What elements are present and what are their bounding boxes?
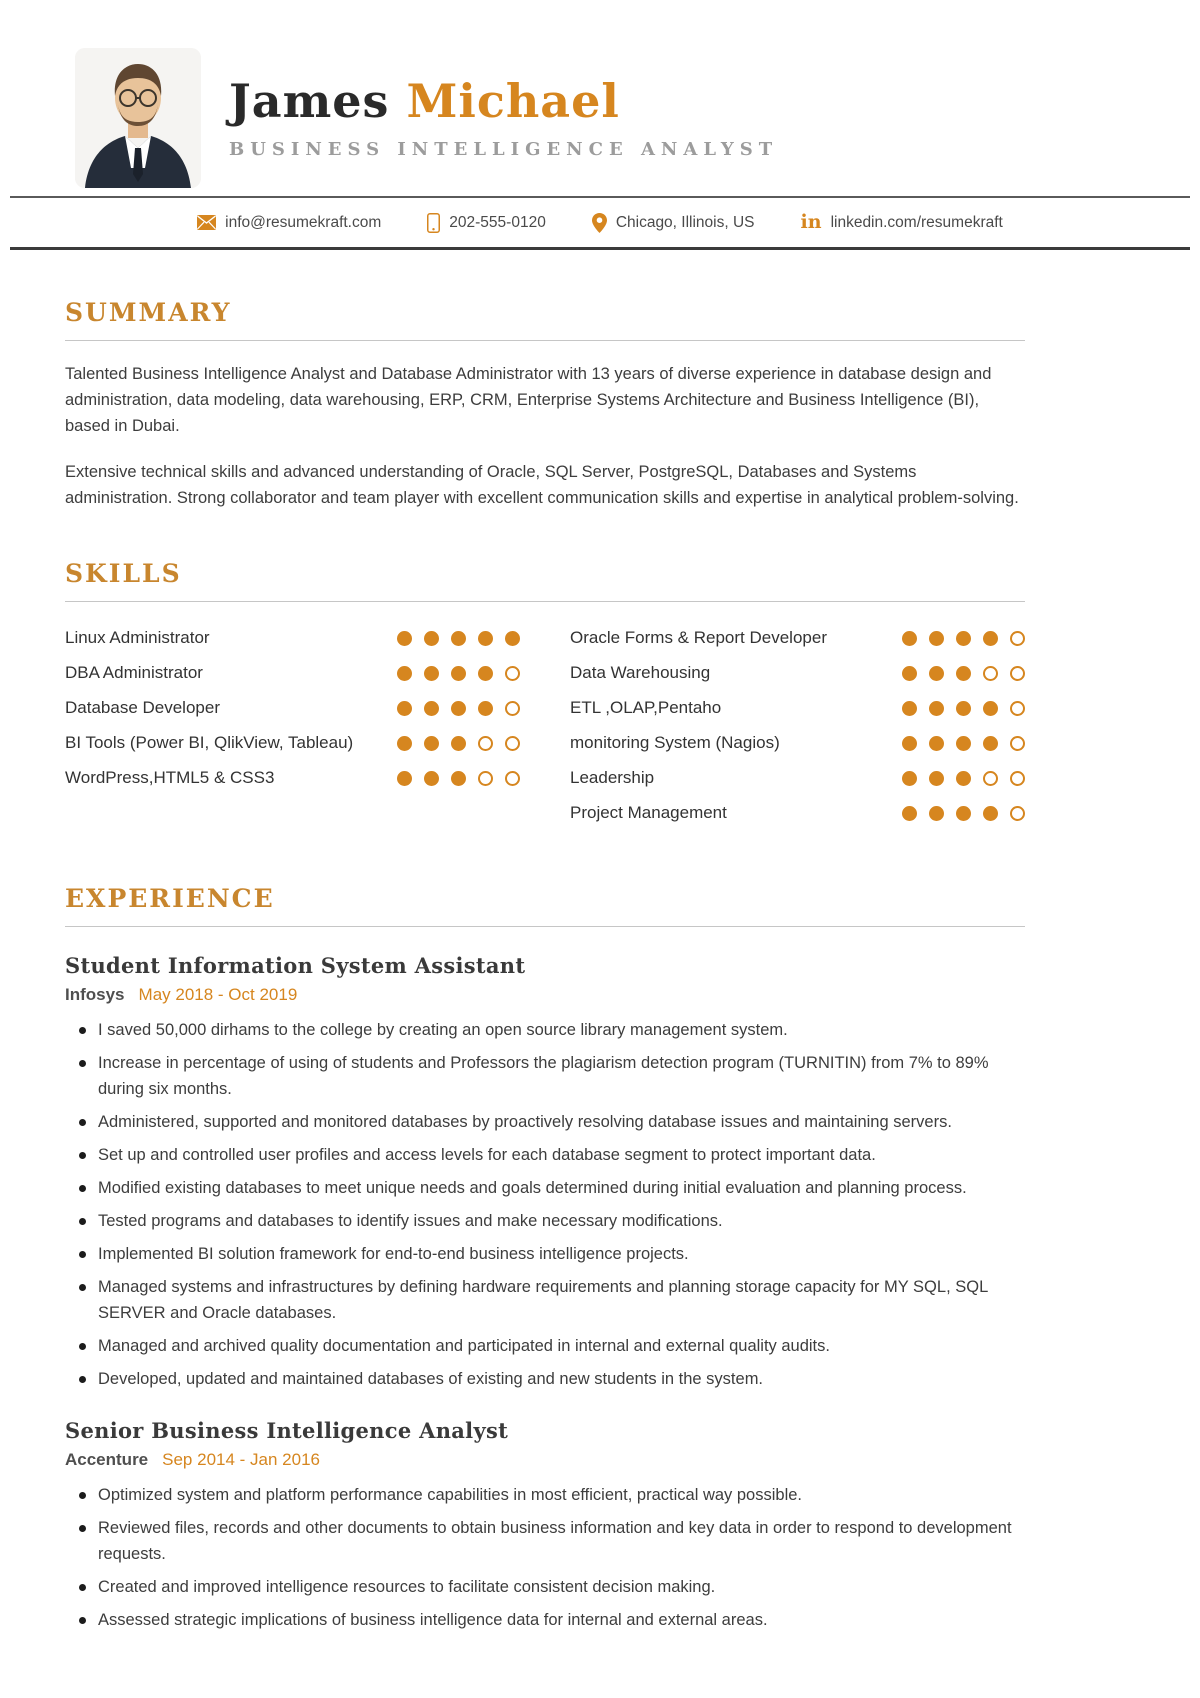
summary-paragraph: Extensive technical skills and advanced understanding of Oracle, SQL Server, PostgreSQL, Databases and Systems administration. Strong collaborator and team player with excellent communication skills and expertise in analytical problem-solving. [65, 463, 1019, 507]
rating-dot-filled [956, 631, 971, 646]
skill-name: Leadership [570, 768, 655, 787]
rating-dot-filled [397, 736, 412, 751]
skill-name: Database Developer [65, 698, 220, 717]
last-name: Michael [406, 74, 620, 129]
job-bullet: Managed systems and infrastructures by defining hardware requirements and planning storage capacity for MY SQL, SQL SERVER and Oracle databases. [65, 1274, 1025, 1326]
rating-dot-empty [478, 771, 493, 786]
rating-dot-empty [505, 736, 520, 751]
skills-column [65, 626, 520, 836]
rating-dot-filled [424, 631, 439, 646]
rating-dot-filled [902, 736, 917, 751]
rating-dot-filled [956, 666, 971, 681]
skill-row [570, 626, 1025, 650]
skill-rating-dots [397, 626, 520, 646]
skill-rating-dots [902, 696, 1025, 716]
skill-name: Oracle Forms & Report Developer [570, 628, 827, 647]
job-bullet: Managed and archived quality documentation and participated in internal and external quality audits. [65, 1333, 1025, 1359]
rating-dot-filled [902, 666, 917, 681]
rating-dot-filled [983, 631, 998, 646]
skill-name: monitoring System (Nagios) [570, 733, 780, 752]
contact-linkedin-text: linkedin.com/resumekraft [830, 213, 1003, 231]
skill-rating-dots [902, 731, 1025, 751]
skill-row [570, 801, 1025, 825]
rating-dot-empty [1010, 631, 1025, 646]
contact-linkedin[interactable] [801, 213, 1003, 232]
skill-row [65, 661, 520, 685]
skill-rating-dots [397, 696, 520, 716]
rating-dot-filled [902, 806, 917, 821]
skill-rating-dots [397, 661, 520, 681]
skill-row [570, 731, 1025, 755]
job-bullet-list [65, 1482, 1025, 1633]
rating-dot-filled [478, 631, 493, 646]
job-bullet: Increase in percentage of using of students and Professors the plagiarism detection program (TURNITIN) from 7% to 89% during six months. [65, 1050, 1025, 1102]
rating-dot-filled [397, 666, 412, 681]
skill-rating-dots [397, 766, 520, 786]
profile-photo-illustration [75, 48, 201, 188]
contact-divider-thick [10, 247, 1190, 250]
rating-dot-filled [424, 736, 439, 751]
rating-dot-empty [478, 736, 493, 751]
job-entry [65, 953, 1025, 1392]
mobile-phone-icon [427, 213, 440, 233]
rating-dot-filled [397, 771, 412, 786]
contact-bar [0, 198, 1200, 247]
skill-row [570, 661, 1025, 685]
job-company: Accenture [65, 1450, 149, 1469]
rating-dot-empty [1010, 701, 1025, 716]
rating-dot-filled [424, 771, 439, 786]
contact-email-text: info@resumekraft.com [225, 213, 382, 231]
skill-rating-dots [902, 626, 1025, 646]
job-bullet: Set up and controlled user profiles and access levels for each database segment to protect important data. [65, 1142, 1025, 1168]
skills-grid [65, 626, 1025, 836]
rating-dot-filled [956, 701, 971, 716]
rating-dot-filled [902, 701, 917, 716]
first-name: James [229, 74, 390, 129]
job-dates: Sep 2014 - Jan 2016 [162, 1450, 320, 1469]
person-name [229, 76, 778, 127]
skill-row [65, 626, 520, 650]
skill-name: Linux Administrator [65, 628, 210, 647]
skills-column [570, 626, 1025, 836]
contact-phone[interactable] [427, 213, 546, 233]
rating-dot-filled [397, 701, 412, 716]
rating-dot-filled [424, 666, 439, 681]
summary-paragraphs [65, 361, 1025, 511]
job-bullet: I saved 50,000 dirhams to the college by creating an open source library management system. [65, 1017, 1025, 1043]
rating-dot-empty [983, 666, 998, 681]
rating-dot-filled [929, 666, 944, 681]
job-bullet: Reviewed files, records and other documents to obtain business information and key data in order to respond to development requests. [65, 1515, 1025, 1567]
skill-name: Project Management [570, 803, 727, 822]
job-entry [65, 1418, 1025, 1633]
skill-name: BI Tools (Power BI, QlikView, Tableau) [65, 733, 354, 752]
rating-dot-filled [956, 771, 971, 786]
rating-dot-filled [478, 666, 493, 681]
skill-rating-dots [397, 731, 520, 751]
header [0, 0, 1200, 196]
skill-row [570, 696, 1025, 720]
skill-name: WordPress,HTML5 & CSS3 [65, 768, 275, 787]
skills-heading: SKILLS [65, 559, 1025, 602]
skill-name: DBA Administrator [65, 663, 203, 682]
job-bullet: Implemented BI solution framework for end-to-end business intelligence projects. [65, 1241, 1025, 1267]
person-job-title: BUSINESS INTELLIGENCE ANALYST [229, 138, 779, 160]
job-title: Student Information System Assistant [65, 953, 526, 978]
summary-section [65, 298, 1025, 511]
contact-location [592, 213, 755, 233]
contact-phone-text: 202-555-0120 [449, 213, 546, 231]
rating-dot-empty [505, 701, 520, 716]
job-bullet: Tested programs and databases to identify issues and make necessary modifications. [65, 1208, 1025, 1234]
summary-heading: SUMMARY [65, 298, 1025, 341]
rating-dot-filled [451, 631, 466, 646]
rating-dot-filled [956, 736, 971, 751]
rating-dot-filled [451, 736, 466, 751]
skill-row [65, 731, 520, 755]
experience-section [65, 884, 1025, 1633]
summary-paragraph: Talented Business Intelligence Analyst and Database Administrator with 13 years of diverse experience in database design and administration, data modeling, data warehousing, ERP, CRM, Enterprise Systems Architecture and Business Intelligence (BI), based in Dubai. [65, 365, 992, 435]
job-meta [65, 985, 1025, 1005]
rating-dot-empty [1010, 806, 1025, 821]
rating-dot-filled [902, 631, 917, 646]
skills-section [65, 559, 1025, 836]
job-bullet-list [65, 1017, 1025, 1392]
job-company: Infosys [65, 985, 125, 1004]
rating-dot-filled [505, 631, 520, 646]
job-bullet: Developed, updated and maintained databases of existing and new students in the system. [65, 1366, 1025, 1392]
rating-dot-filled [929, 701, 944, 716]
rating-dot-empty [1010, 736, 1025, 751]
rating-dot-empty [505, 666, 520, 681]
job-title: Senior Business Intelligence Analyst [65, 1418, 509, 1443]
jobs-list [65, 953, 1025, 1633]
rating-dot-empty [1010, 666, 1025, 681]
envelope-icon [197, 215, 216, 230]
profile-photo [75, 48, 201, 188]
rating-dot-filled [929, 736, 944, 751]
rating-dot-empty [983, 771, 998, 786]
job-meta [65, 1450, 1025, 1470]
rating-dot-filled [929, 771, 944, 786]
contact-email[interactable] [197, 214, 381, 232]
job-bullet: Created and improved intelligence resources to facilitate consistent decision making. [65, 1574, 1025, 1600]
rating-dot-filled [983, 806, 998, 821]
rating-dot-empty [1010, 771, 1025, 786]
rating-dot-filled [451, 666, 466, 681]
rating-dot-filled [983, 701, 998, 716]
rating-dot-filled [929, 631, 944, 646]
rating-dot-filled [902, 771, 917, 786]
rating-dot-filled [929, 806, 944, 821]
rating-dot-filled [424, 701, 439, 716]
job-bullet: Optimized system and platform performance capabilities in most efficient, practical way possible. [65, 1482, 1025, 1508]
rating-dot-filled [451, 701, 466, 716]
job-bullet: Modified existing databases to meet unique needs and goals determined during initial evaluation and planning process. [65, 1175, 1025, 1201]
rating-dot-filled [397, 631, 412, 646]
rating-dot-filled [478, 701, 493, 716]
skill-rating-dots [902, 801, 1025, 821]
location-pin-icon [592, 213, 607, 233]
resume-body [65, 298, 1025, 1633]
rating-dot-empty [505, 771, 520, 786]
rating-dot-filled [956, 806, 971, 821]
rating-dot-filled [983, 736, 998, 751]
job-bullet: Assessed strategic implications of business intelligence data for internal and external areas. [65, 1607, 1025, 1633]
job-dates: May 2018 - Oct 2019 [138, 985, 298, 1004]
contact-location-text: Chicago, Illinois, US [615, 213, 755, 231]
skill-rating-dots [902, 766, 1025, 786]
skill-name: Data Warehousing [570, 663, 711, 682]
linkedin-icon: in [800, 211, 822, 233]
skill-name: ETL ,OLAP,Pentaho [570, 698, 722, 717]
job-bullet: Administered, supported and monitored databases by proactively resolving database issues and maintaining servers. [65, 1109, 1025, 1135]
skill-rating-dots [902, 661, 1025, 681]
experience-heading: EXPERIENCE [65, 884, 1025, 927]
skill-row [65, 766, 520, 790]
rating-dot-filled [451, 771, 466, 786]
skill-row [65, 696, 520, 720]
name-block [229, 76, 778, 160]
skill-row [570, 766, 1025, 790]
